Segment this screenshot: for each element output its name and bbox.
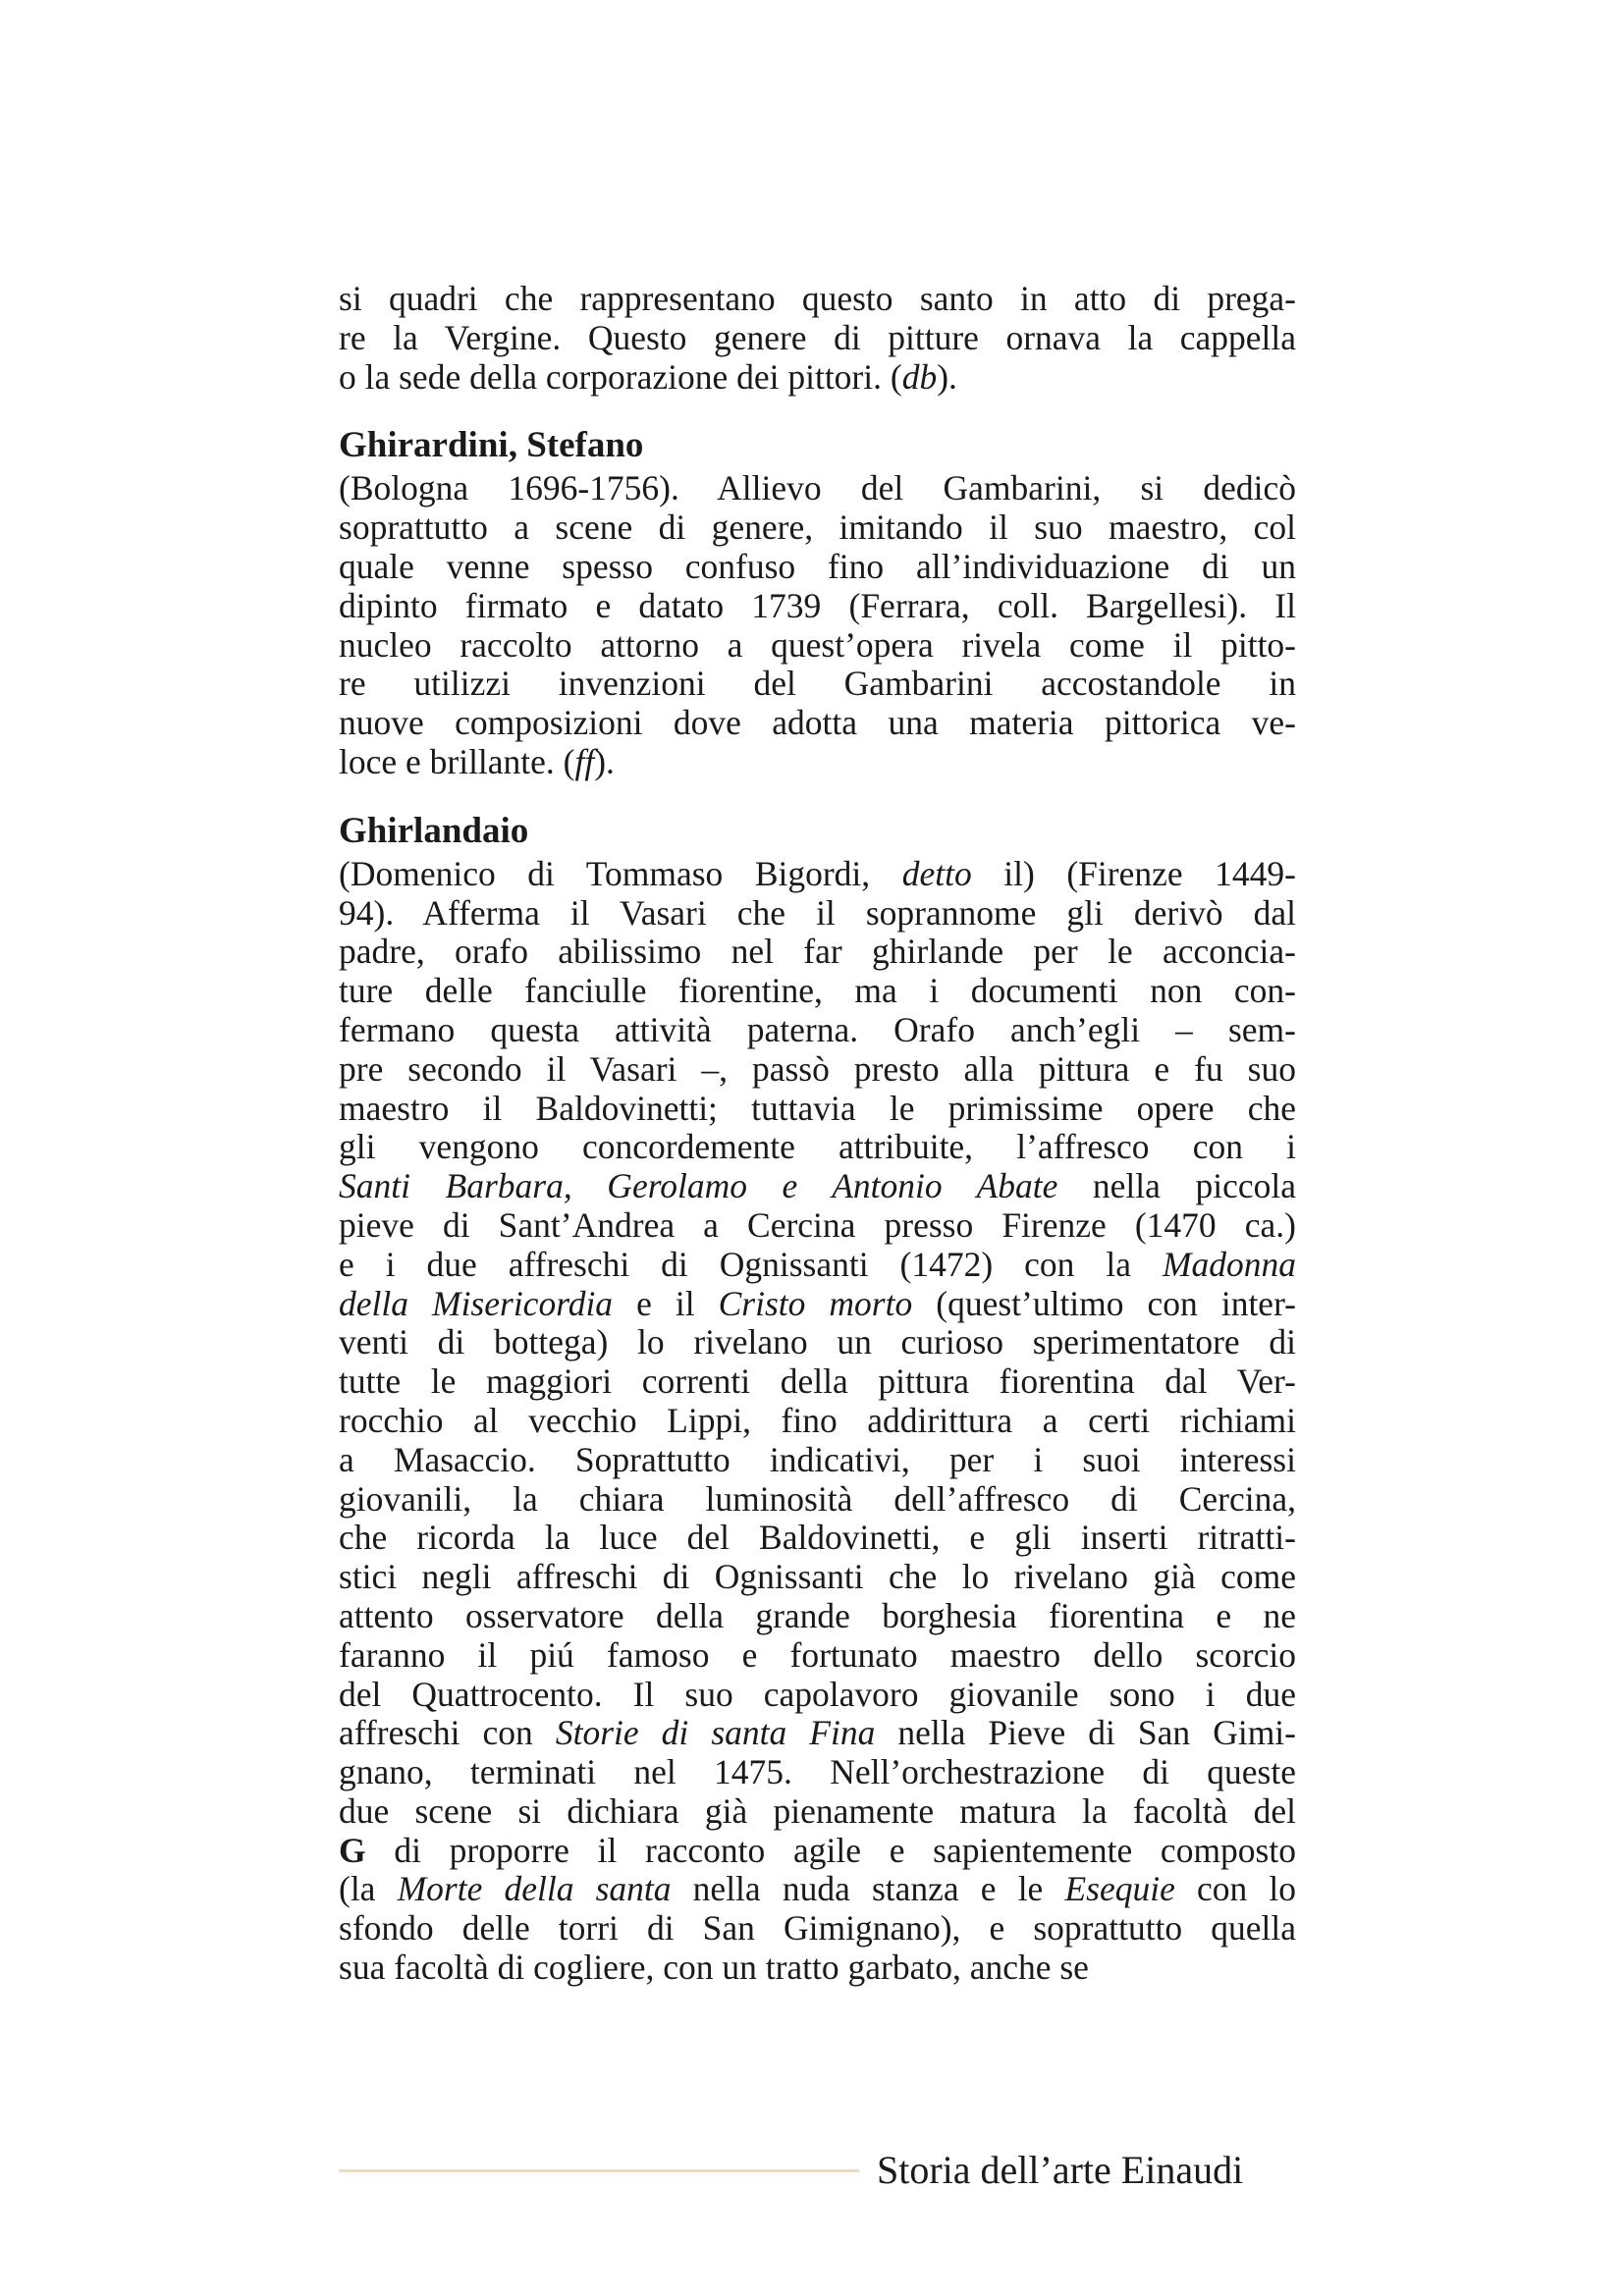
text-line (339, 587, 1296, 626)
text-run: affreschi con (339, 1713, 556, 1753)
text-line (339, 1206, 1296, 1246)
text-line (339, 1285, 1296, 1324)
text-line (339, 1870, 1296, 1909)
entry (339, 810, 1296, 1988)
text-run: soprattutto a scene di genere, imitando il suo maestro, col (339, 507, 1296, 548)
text-line (339, 1011, 1296, 1050)
text-line (339, 1636, 1296, 1676)
text-line (339, 1090, 1296, 1129)
text-run: (Domenico di Tommaso Bigordi, (339, 853, 902, 893)
text-run: Storie di santa Fina (555, 1713, 876, 1753)
text-run: gli vengono concordemente attribuite, l’affresco con i (339, 1127, 1296, 1167)
text-line (339, 972, 1296, 1011)
text-line (339, 1792, 1296, 1832)
text-line (339, 1714, 1296, 1753)
text-run: nucleo raccolto attorno a quest’opera rivela come il pitto- (339, 624, 1296, 665)
text-line (339, 1441, 1296, 1480)
text-line (339, 1753, 1296, 1792)
text-run: tutte le maggiori correnti della pittura fiorentina dal Ver- (339, 1362, 1296, 1402)
text-run: fermano questa attività paterna. Orafo anch’egli – sem- (339, 1009, 1296, 1049)
text-line (339, 1832, 1296, 1871)
footer-rule (339, 2169, 859, 2172)
text-line (339, 704, 1296, 743)
footer-publisher: Storia dell’arte Einaudi (877, 2148, 1244, 2192)
text-line (339, 280, 1296, 319)
text-line (339, 1167, 1296, 1206)
text-run: e i due affreschi di Ognissanti (1472) con la (339, 1244, 1163, 1284)
text-run: attento osservatore della grande borghesia fiorentina e ne (339, 1595, 1296, 1635)
text-run: faranno il piú famoso e fortunato maestro dello scorcio (339, 1634, 1296, 1675)
text-run: re utilizzi invenzioni del Gambarini accostandole in (339, 664, 1296, 704)
text-line (339, 743, 1296, 782)
text-line (339, 626, 1296, 666)
text-run: 94). Afferma il Vasari che il soprannome gli derivò dal (339, 892, 1296, 933)
text-run: ff (574, 741, 595, 781)
text-run: sfondo delle torri di San Gimignano), e soprattutto quella (339, 1908, 1296, 1949)
entry (339, 280, 1296, 397)
text-run: pre secondo il Vasari –, passò presto alla pittura e fu suo (339, 1048, 1296, 1089)
text-run: stici negli affreschi di Ognissanti che lo rivelano già come (339, 1557, 1296, 1597)
text-line (339, 508, 1296, 548)
text-run: il) (Firenze 1449- (971, 853, 1297, 893)
text-run: nella nuda stanza e le (671, 1869, 1065, 1909)
text-line (339, 665, 1296, 704)
text-line (339, 855, 1296, 894)
text-line (339, 1909, 1296, 1949)
text-run: ). (594, 741, 615, 781)
text-line (339, 933, 1296, 972)
text-run: re la Vergine. Questo genere di pitture ornava la cappella (339, 317, 1296, 357)
text-run: a Masaccio. Soprattutto indicativi, per i suoi interessi (339, 1439, 1296, 1479)
text-run: maestro il Baldovinetti; tuttavia le primissime opere che (339, 1088, 1296, 1128)
text-run: padre, orafo abilissimo nel far ghirlande per le acconcia- (339, 932, 1296, 972)
text-run: rocchio al vecchio Lippi, fino addirittura a certi richiami (339, 1400, 1296, 1440)
text-line (339, 1558, 1296, 1597)
text-run: della Misericordia (339, 1283, 614, 1323)
text-run: quale venne spesso confuso fino all’individuazione di un (339, 546, 1296, 586)
text-run: pieve di Sant’Andrea a Cercina presso Firenze (1470 ca.) (339, 1204, 1296, 1245)
text-column (339, 280, 1296, 1988)
text-run: giovanili, la chiara luminosità dell’affresco di Cercina, (339, 1478, 1296, 1519)
text-run: o la sede della corporazione dei pittori. ( (339, 356, 902, 397)
text-run: venti di bottega) lo rivelano un curioso sperimentatore di (339, 1322, 1296, 1362)
text-line (339, 319, 1296, 358)
text-line (339, 1597, 1296, 1636)
entry-heading: Ghirlandaio (339, 810, 529, 851)
text-line (339, 1480, 1296, 1520)
text-run: loce e brillante. ( (339, 741, 575, 781)
text-run: Esequie (1064, 1869, 1175, 1909)
entry-heading: Ghirardini, Stefano (339, 425, 644, 466)
text-run: sua facoltà di cogliere, con un tratto garbato, anche se (339, 1948, 1089, 1988)
text-line (339, 894, 1296, 934)
text-run: due scene si dichiara già pienamente matura la facoltà del (339, 1790, 1296, 1831)
text-run: ). (937, 356, 957, 397)
text-run: si quadri che rappresentano questo santo in atto di prega- (339, 279, 1296, 318)
text-line (339, 1519, 1296, 1558)
text-run: nella piccola (1057, 1166, 1296, 1206)
text-run: db (901, 356, 938, 397)
text-line (339, 358, 1296, 398)
text-line (339, 1362, 1296, 1402)
text-run: nuove composizioni dove adotta una materia pittorica ve- (339, 703, 1296, 743)
text-line (339, 1676, 1296, 1715)
text-run: che ricorda la luce del Baldovinetti, e gli inserti ritratti- (339, 1518, 1296, 1558)
text-run: (la (339, 1869, 398, 1909)
text-run: Cristo morto (718, 1283, 913, 1323)
text-run: con lo (1174, 1869, 1296, 1909)
text-run: nella Pieve di San Gimi- (875, 1713, 1296, 1753)
text-run: Madonna (1162, 1244, 1296, 1284)
text-run: dipinto firmato e datato 1739 (Ferrara, coll. Bargellesi). Il (339, 585, 1296, 625)
text-run: Santi Barbara, Gerolamo e Antonio Abate (339, 1166, 1058, 1206)
text-line (339, 548, 1296, 587)
text-run: detto (901, 853, 972, 893)
text-run: (Bologna 1696-1756). Allievo del Gambarini, si dedicò (339, 468, 1296, 508)
text-run: del Quattrocento. Il suo capolavoro giovanile sono i due (339, 1674, 1296, 1714)
text-line (339, 1323, 1296, 1362)
text-run: ture delle fanciulle fiorentine, ma i documenti non con- (339, 971, 1296, 1011)
text-run: gnano, terminati nel 1475. Nell’orchestrazione di queste (339, 1752, 1296, 1792)
text-run: Morte della santa (397, 1869, 672, 1909)
text-run: (quest’ultimo con inter- (912, 1283, 1296, 1323)
text-run: e il (613, 1283, 719, 1323)
text-line (339, 1050, 1296, 1090)
text-line (339, 1246, 1296, 1285)
text-line (339, 1402, 1296, 1441)
text-line (339, 469, 1296, 508)
text-run: G (339, 1830, 366, 1870)
text-line (339, 1128, 1296, 1167)
text-run: di proporre il racconto agile e sapientemente composto (365, 1830, 1296, 1870)
text-line (339, 1949, 1296, 1988)
entry (339, 424, 1296, 781)
